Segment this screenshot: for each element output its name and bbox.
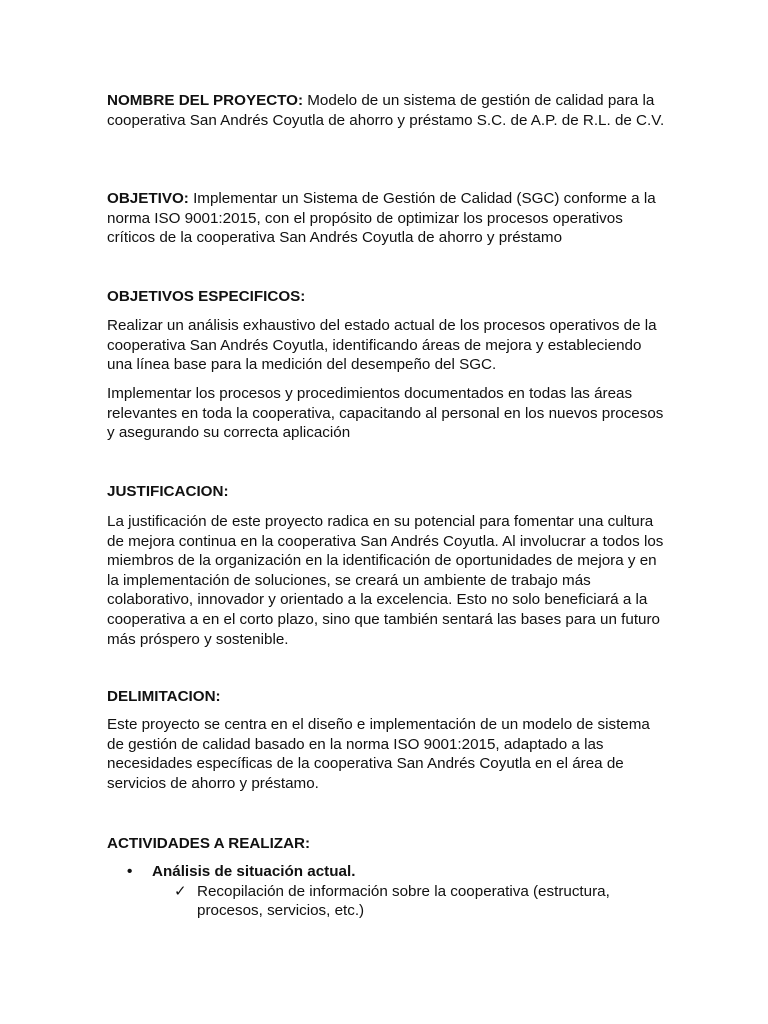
- objective-paragraph: [107, 189, 667, 248]
- specific-objective-paragraph-2: Implementar los procesos y procedimientos documentados en todas las áreas relevantes en toda la cooperativa, capacitando al personal en los nuevos procesos y asegurando su correcta aplicación: [107, 385, 664, 442]
- objective-label: OBJETIVO:: [107, 190, 189, 207]
- bullet-icon: •: [127, 863, 133, 880]
- list-item: [107, 862, 667, 882]
- objective-text: Implementar un Sistema de Gestión de Calidad (SGC) conforme a la norma ISO 9001:2015, con el propósito de optimizar los procesos operativos críticos de la cooperativa San Andrés Coyutla de ahorro y préstamo: [107, 190, 656, 247]
- project-name-paragraph: [107, 91, 667, 130]
- delimitation-paragraph: Este proyecto se centra en el diseño e implementación de un modelo de sistema de gestión de calidad basado en la norma ISO 9001:2015, adaptado a las necesidades específicas de la cooperativa San Andrés Coyutla en el área de servicios de ahorro y préstamo.: [107, 716, 650, 792]
- activities-list: [107, 862, 667, 921]
- checkmark-icon: ✓: [174, 882, 187, 900]
- delimitation-heading: DELIMITACION:: [107, 688, 221, 705]
- activities-heading: ACTIVIDADES A REALIZAR:: [107, 835, 311, 852]
- sub-activity-text: Recopilación de información sobre la cooperativa (estructura, procesos, servicios, etc.): [197, 882, 610, 920]
- specific-objectives-heading: OBJETIVOS ESPECIFICOS:: [107, 288, 306, 305]
- justification-heading: JUSTIFICACION:: [107, 483, 229, 500]
- activity-label: Análisis de situación actual.: [152, 863, 356, 880]
- project-name-label: NOMBRE DEL PROYECTO:: [107, 92, 304, 109]
- project-name-text: Modelo de un sistema de gestión de calidad para la cooperativa San Andrés Coyutla de ahorro y préstamo S.C. de A.P. de R.L. de C.V.: [107, 92, 665, 129]
- specific-objective-paragraph-1: Realizar un análisis exhaustivo del estado actual de los procesos operativos de la cooperativa San Andrés Coyutla, identificando áreas de mejora y estableciendo una línea base para la medición del desempeño del SGC.: [107, 317, 657, 374]
- sub-list-item: [107, 882, 667, 921]
- justification-paragraph: La justificación de este proyecto radica en su potencial para fomentar una cultura de mejora continua en la cooperativa San Andrés Coyutla. Al involucrar a todos los miembros de la organización en la identificación de oportunidades de mejora y en la implementación de soluciones, se creará un ambiente de trabajo más colaborativo, innovador y orientado a la excelencia. Esto no solo beneficiará a la cooperativa a en el corto plazo, sino que también sentará las bases para un futuro más próspero y sostenible.: [107, 513, 664, 648]
